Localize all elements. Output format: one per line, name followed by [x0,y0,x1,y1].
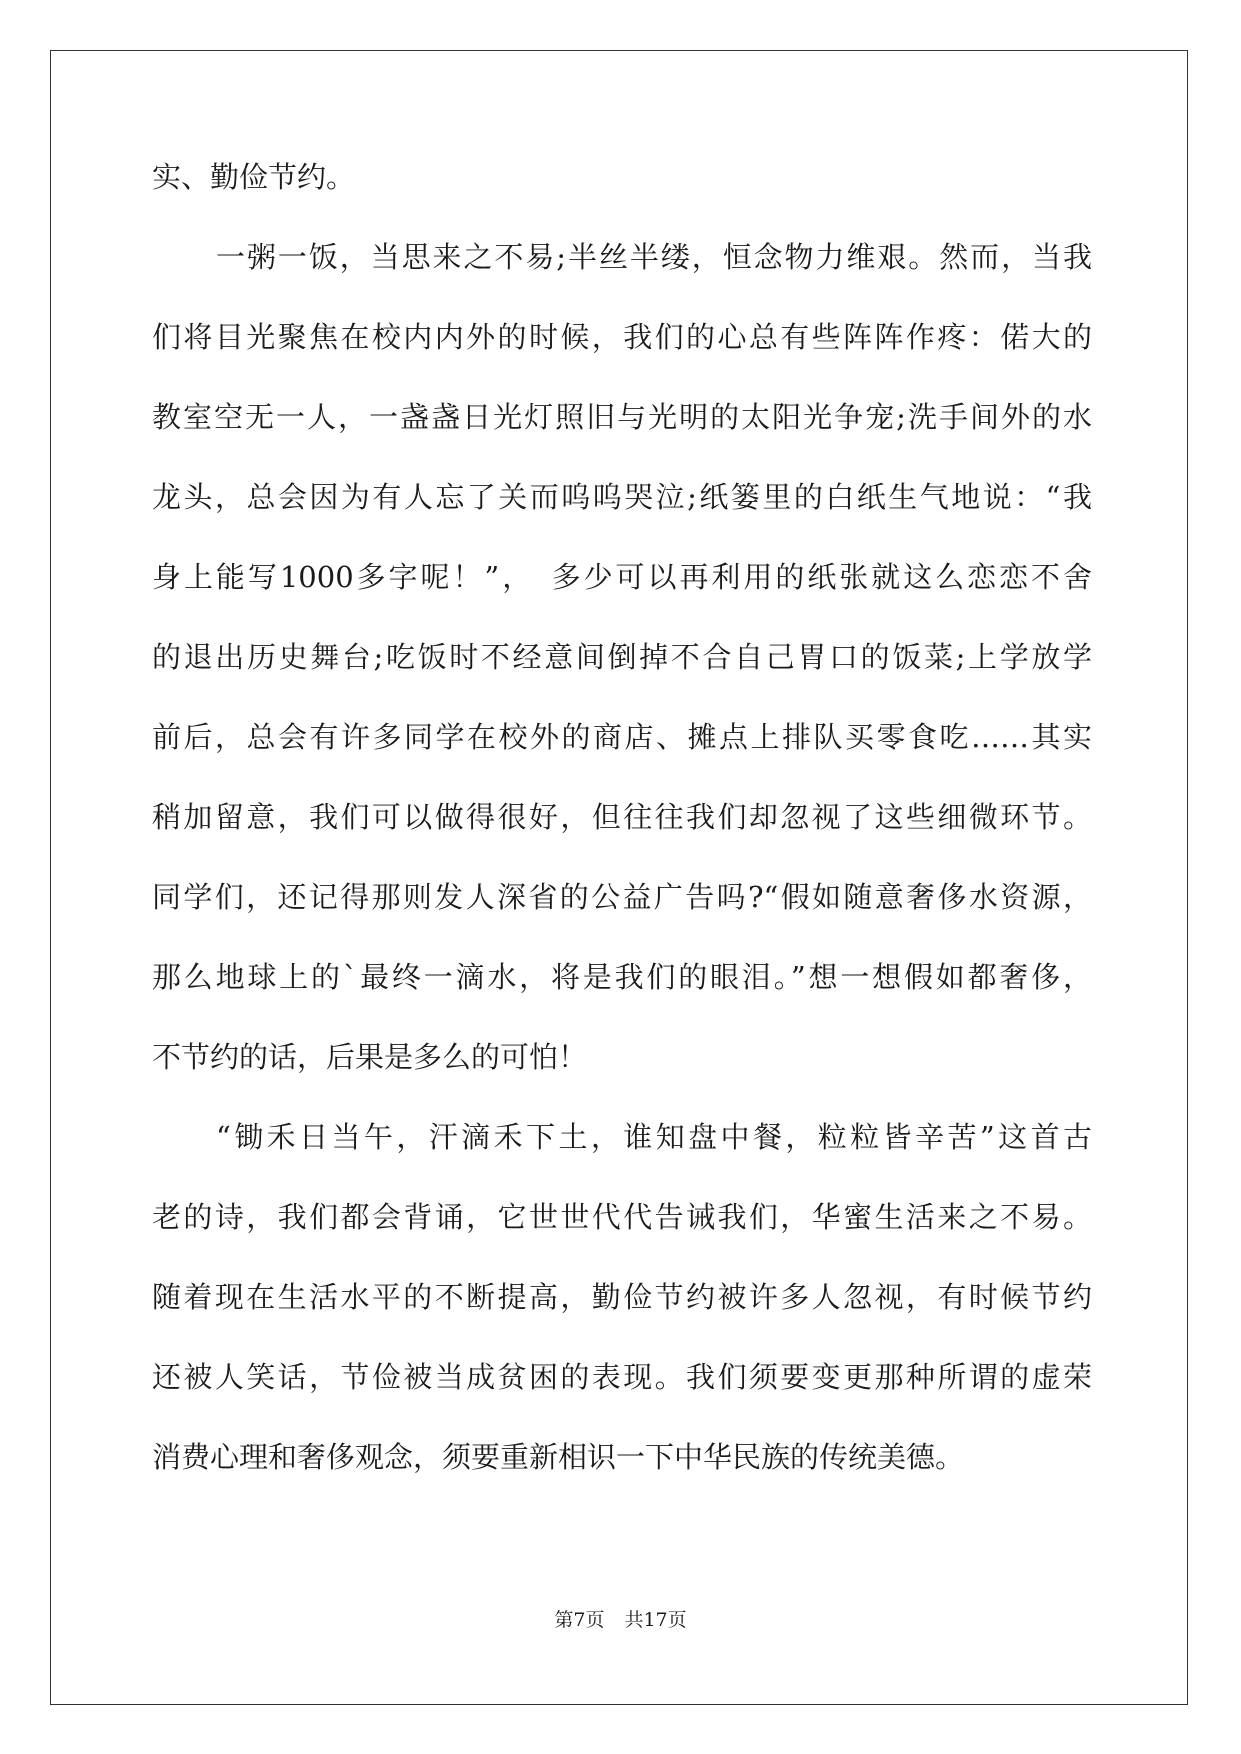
text-line: 老的诗，我们都会背诵，它世世代代告诫我们，华蜜生活来之不易。 [152,1200,1092,1234]
text-line: 身上能写1000多字呢！”， 多少可以再利用的纸张就这么恋恋不舍 [152,560,1092,594]
text-line: 那么地球上的`最终一滴水，将是我们的眼泪。”想一想假如都奢侈， [152,960,1092,994]
text-line: 龙头，总会因为有人忘了关而呜呜哭泣;纸篓里的白纸生气地说：“我 [152,480,1092,514]
text-line: 消费心理和奢侈观念，须要重新相识一下中华民族的传统美德。 [152,1440,965,1474]
text-line: 教室空无一人，一盏盏日光灯照旧与光明的太阳光争宠;洗手间外的水 [152,400,1092,434]
text-line: 前后，总会有许多同学在校外的商店、摊点上排队买零食吃……其实 [152,720,1092,754]
text-line: 还被人笑话，节俭被当成贫困的表现。我们须要变更那种所谓的虚荣 [152,1360,1092,1394]
text-line: “锄禾日当午，汗滴禾下土，谁知盘中餐，粒粒皆辛苦”这首古 [216,1120,1092,1154]
text-line: 们将目光聚焦在校内内外的时候，我们的心总有些阵阵作疼：偌大的 [152,320,1092,354]
text-line: 不节约的话，后果是多么的可怕！ [152,1040,588,1074]
page-footer [0,1605,1241,1632]
text-line: 稍加留意，我们可以做得很好，但往往我们却忽视了这些细微环节。 [152,800,1092,834]
text-line: 随着现在生活水平的不断提高，勤俭节约被许多人忽视，有时候节约 [152,1280,1092,1314]
text-line: 同学们，还记得那则发人深省的公益广告吗?“假如随意奢侈水资源， [152,880,1092,914]
document-body [152,155,1092,1515]
text-line: 实、勤俭节约。 [152,160,356,194]
text-line: 一粥一饭，当思来之不易;半丝半缕，恒念物力维艰。然而，当我 [216,240,1092,274]
page-number: 第7页 [554,1609,605,1631]
text-line: 的退出历史舞台;吃饭时不经意间倒掉不合自己胃口的饭菜;上学放学 [152,640,1092,674]
page-total: 共17页 [624,1609,687,1631]
